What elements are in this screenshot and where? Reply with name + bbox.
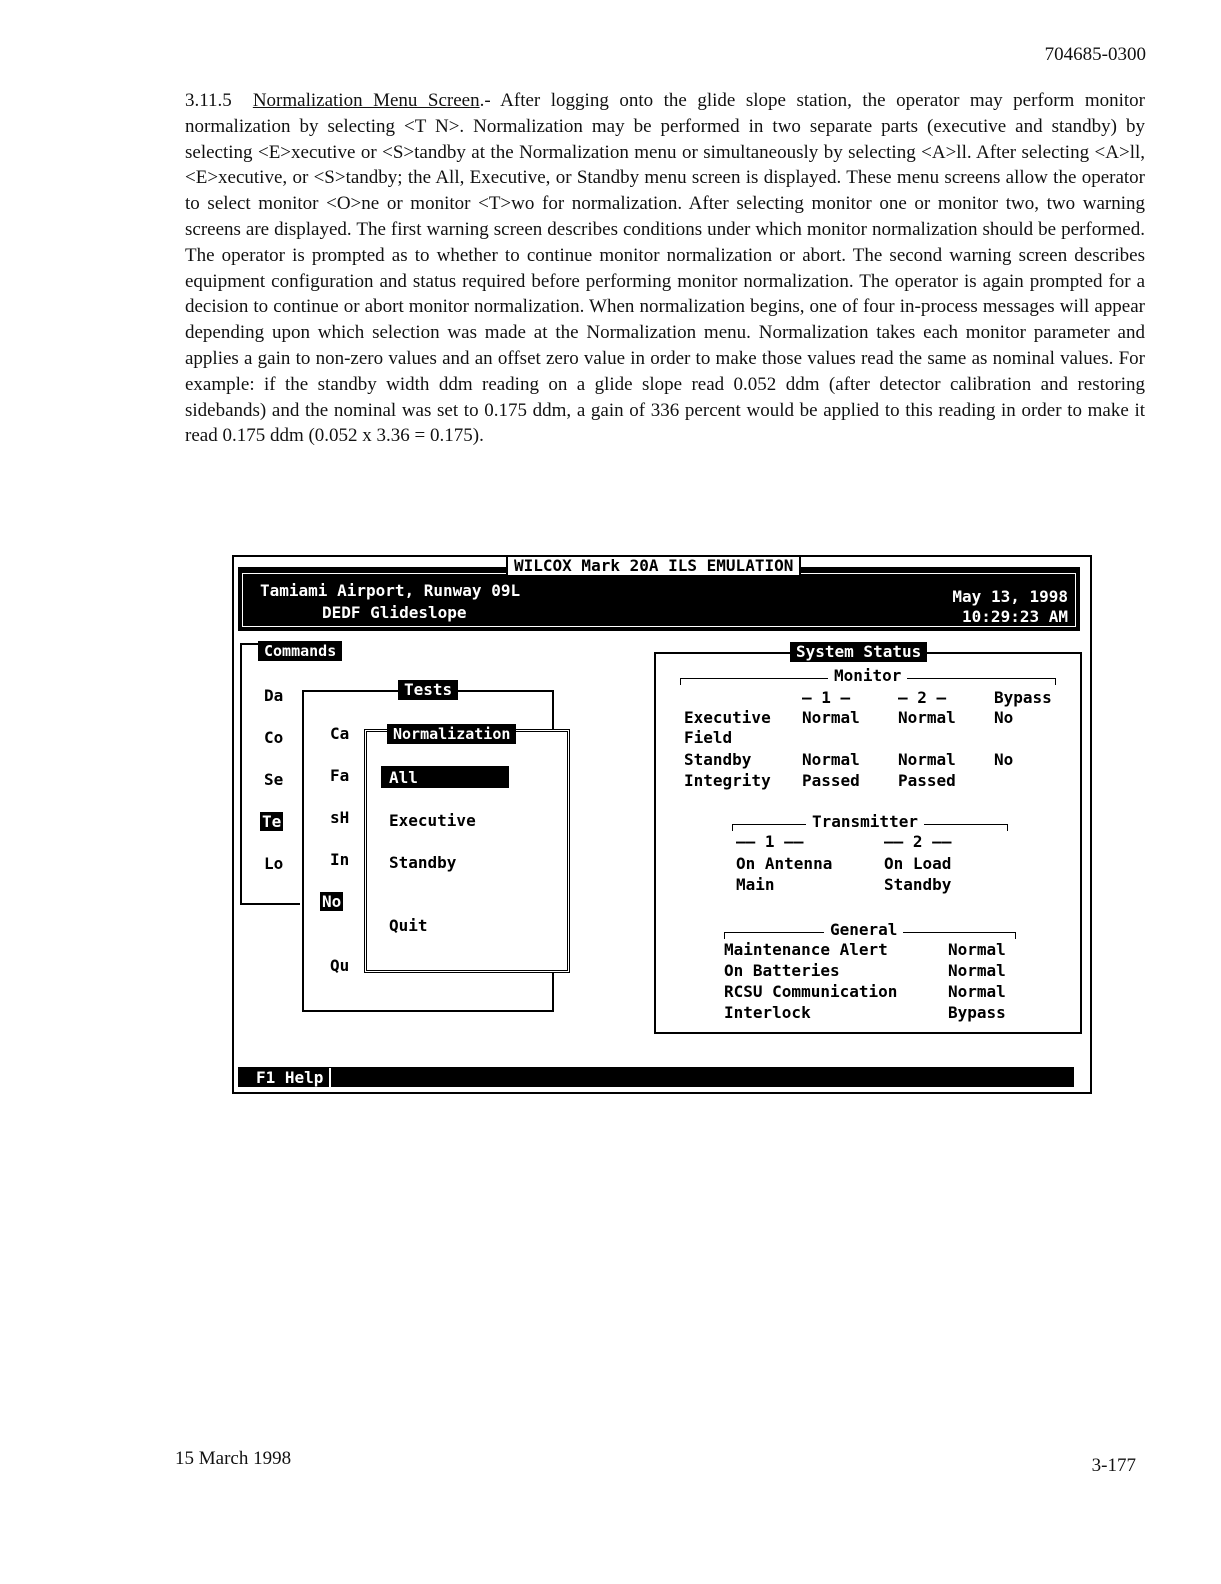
monitor-col-bypass: Bypass (994, 688, 1052, 707)
section-paragraph (185, 88, 1145, 449)
tests-title: Tests (398, 680, 458, 700)
monitor-row-label: Executive (684, 708, 771, 727)
menu-item-shutdown[interactable]: sH (330, 808, 350, 827)
commands-title: Commands (258, 641, 342, 661)
transmitter-title: Transmitter (806, 812, 924, 831)
monitor-row-bypass: No (994, 708, 1014, 727)
monitor-row-label: Standby (684, 750, 752, 769)
monitor-row-m2: Normal (898, 708, 956, 727)
section-title: Normalization Menu Screen (252, 90, 480, 111)
monitor-row-bypass: No (994, 750, 1014, 769)
system-status-panel (654, 642, 1082, 1034)
monitor-row-m1: Passed (802, 771, 860, 790)
transmitter-1-state: On Antenna (736, 854, 833, 873)
station-label: DEDF Glideslope (322, 603, 467, 622)
menu-item-normalization[interactable]: No (322, 892, 342, 911)
normalization-title: Normalization (387, 724, 516, 744)
general-row-label: Maintenance Alert (724, 940, 888, 959)
f1-help-key[interactable]: F1 Help (256, 1068, 331, 1087)
menu-item-integrity[interactable]: In (330, 850, 350, 869)
general-row-value: Bypass (948, 1003, 1006, 1022)
monitor-row-m1: Normal (802, 708, 860, 727)
monitor-row-label: Field (684, 728, 733, 747)
monitor-row-m2: Normal (898, 750, 956, 769)
general-title: General (824, 920, 903, 939)
transmitter-2-state: On Load (884, 854, 952, 873)
general-row-label: Interlock (724, 1003, 811, 1022)
general-row-value: Normal (948, 982, 1006, 1001)
screen-title: WILCOX Mark 20A ILS EMULATION (506, 555, 801, 577)
monitor-row-label: Integrity (684, 771, 771, 790)
monitor-col2-dash: — 2 — (898, 688, 947, 707)
menu-item-log[interactable]: Lo (264, 854, 284, 873)
general-row-value: Normal (948, 940, 1006, 959)
transmitter-1-role: Main (736, 875, 775, 894)
menu-item-fault[interactable]: Fa (330, 766, 350, 785)
date-label: May 13, 1998 (952, 587, 1068, 606)
paragraph-body: .- After logging onto the glide slope station, the operator may perform monitor normalization by selecting <T N>. Normalization may be performed in two separate parts (executive and standby) by selecting <E>xecutive or <S>tandby at the Normalization menu or simultaneously by selecting <A>ll. After selecting <A>ll, <E>xecutive, or <S>tandby; the All, Executive, or Standby menu screen is displayed. These menu screens allow the operator to select monitor <O>ne or monitor <T>wo for normalization. After selecting monitor one or monitor two, two warning screens are displayed. The first warning screen describes conditions under which monitor normalization should be performed. The operator is prompted as to whether to continue monitor normalization or abort. The second warning screen describes equipment configuration and status required before performing monitor normalization. The operator is again prompted for a decision to continue or abort monitor normalization. When normalization begins, one of four in-process messages will appear depending upon which selection was made at the Normalization menu. Normalization takes each monitor parameter and applies a gain to non-zero values and an offset zero value in order to make those values read the same as nominal values. For example: if the standby width ddm reading on a glide slope read 0.052 ddm (after detector calibration and restoring sidebands) and the nominal was set to 0.175 ddm, a gain of 336 percent would be applied to this reading in order to make it read 0.175 ddm (0.052 x 3.36 = 0.175). (185, 90, 1146, 447)
menu-item-tests[interactable]: Te (262, 812, 282, 831)
ils-emulation-screen (232, 555, 1092, 1094)
time-label: 10:29:23 AM (962, 607, 1068, 626)
menu-item-setup[interactable]: Se (264, 770, 284, 789)
document-number: 704685-0300 (1044, 44, 1146, 65)
general-row-label: On Batteries (724, 961, 840, 980)
footer-date: 15 March 1998 (175, 1448, 292, 1469)
norm-option-standby[interactable]: Standby (389, 853, 457, 872)
transmitter-2-role: Standby (884, 875, 952, 894)
general-row-label: RCSU Communication (724, 982, 898, 1001)
normalization-menu (364, 725, 570, 973)
monitor-title: Monitor (828, 666, 907, 685)
transmitter-col1: —— 1 —— (736, 832, 804, 851)
monitor-col1-dash: — 1 — (802, 688, 851, 707)
norm-option-executive[interactable]: Executive (389, 811, 476, 830)
menu-item-calibrate[interactable]: Ca (330, 724, 350, 743)
menu-item-quit[interactable]: Qu (330, 956, 350, 975)
footer-page-number: 3-177 (1091, 1455, 1136, 1476)
menu-item-data[interactable]: Da (264, 686, 284, 705)
transmitter-col2: —— 2 —— (884, 832, 952, 851)
location-label: Tamiami Airport, Runway 09L (260, 581, 521, 600)
system-status-title: System Status (790, 642, 927, 662)
monitor-row-m1: Normal (802, 750, 860, 769)
function-key-bar (238, 1067, 1074, 1087)
norm-option-quit[interactable]: Quit (389, 916, 428, 935)
norm-option-all[interactable]: All (389, 768, 418, 787)
menu-item-control[interactable]: Co (264, 728, 284, 747)
monitor-row-m2: Passed (898, 771, 956, 790)
general-row-value: Normal (948, 961, 1006, 980)
section-number: 3.11.5 (185, 90, 232, 111)
